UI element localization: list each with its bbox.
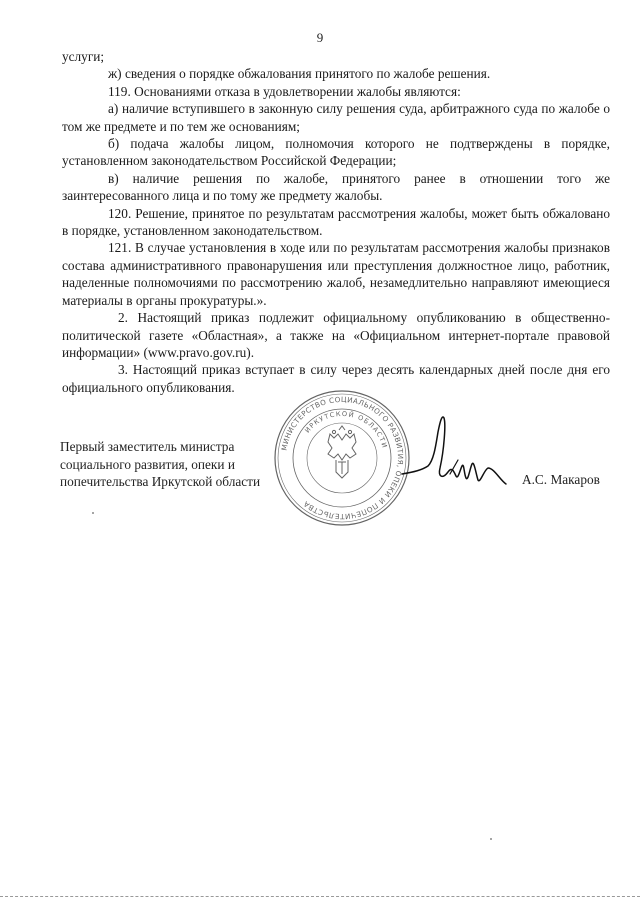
signatory-line: Первый заместитель министра [60,439,235,454]
signatory-title [60,438,290,491]
scan-artifact [490,838,492,840]
paragraph-120: 120. Решение, принятое по результатам рассмотрения жалобы, может быть обжаловано в порядке, установленном законодательством. [62,205,610,239]
paragraph-clause-3: 3. Настоящий приказ вступает в силу через десять календарных дней после дня его официального опубликования. [62,362,610,395]
seal-outer-text: МИНИСТЕРСТВО СОЦИАЛЬНОГО РАЗВИТИЯ, ОПЕКИ И ПОПЕЧИТЕЛЬСТВА [279,394,406,522]
scan-artifact [92,512,94,514]
signatory-line: социального развития, опеки и [60,456,235,472]
signer-name: А.С. Макаров [522,472,600,487]
paragraph-119: 119. Основаниями отказа в удовлетворении жалобы являются: [108,83,461,99]
seal-inner-text: ИРКУТСКОЙ ОБЛАСТИ [303,409,389,450]
paragraph-continuation: услуги; [62,49,105,64]
paragraph-item-zh: ж) сведения о порядке обжалования принятого по жалобе решения. [108,66,491,82]
coat-of-arms-icon [328,426,356,478]
paragraph-item-b: б) подача жалобы лицом, полномочия которого не подтверждены в порядке, установленном законодательством Российской Федерации; [62,136,610,169]
document-body [62,48,610,396]
official-seal [272,388,412,528]
signatory-line: попечительства Иркутской области [60,474,261,489]
paragraph-clause-2: 2. Настоящий приказ подлежит официальному опубликованию в общественно-политической газете «Областная», а также на «Официальном интернет-портале правовой информации» (www.pravo.gov.ru). [62,310,610,360]
paragraph-item-a: а) наличие вступившего в законную силу решения суда, арбитражного суда по жалобе о том же предмете и по тем же основаниям; [62,101,610,134]
handwritten-signature [398,410,510,500]
scan-edge-line [0,896,640,897]
paragraph-item-v: в) наличие решения по жалобе, принятого ранее в отношении того же заинтересованного лица и по тому же предмету жалобы. [62,170,610,204]
page-number: 9 [316,30,324,45]
paragraph-121: 121. В случае установления в ходе или по результатам рассмотрения жалобы признаков состава административного правонарушения или преступления должностное лицо, работник, наделенные полномочиями по рассмотрению жалоб, незамедлительно направляют имеющиеся материалы в органы прокуратуры.». [62,240,610,308]
